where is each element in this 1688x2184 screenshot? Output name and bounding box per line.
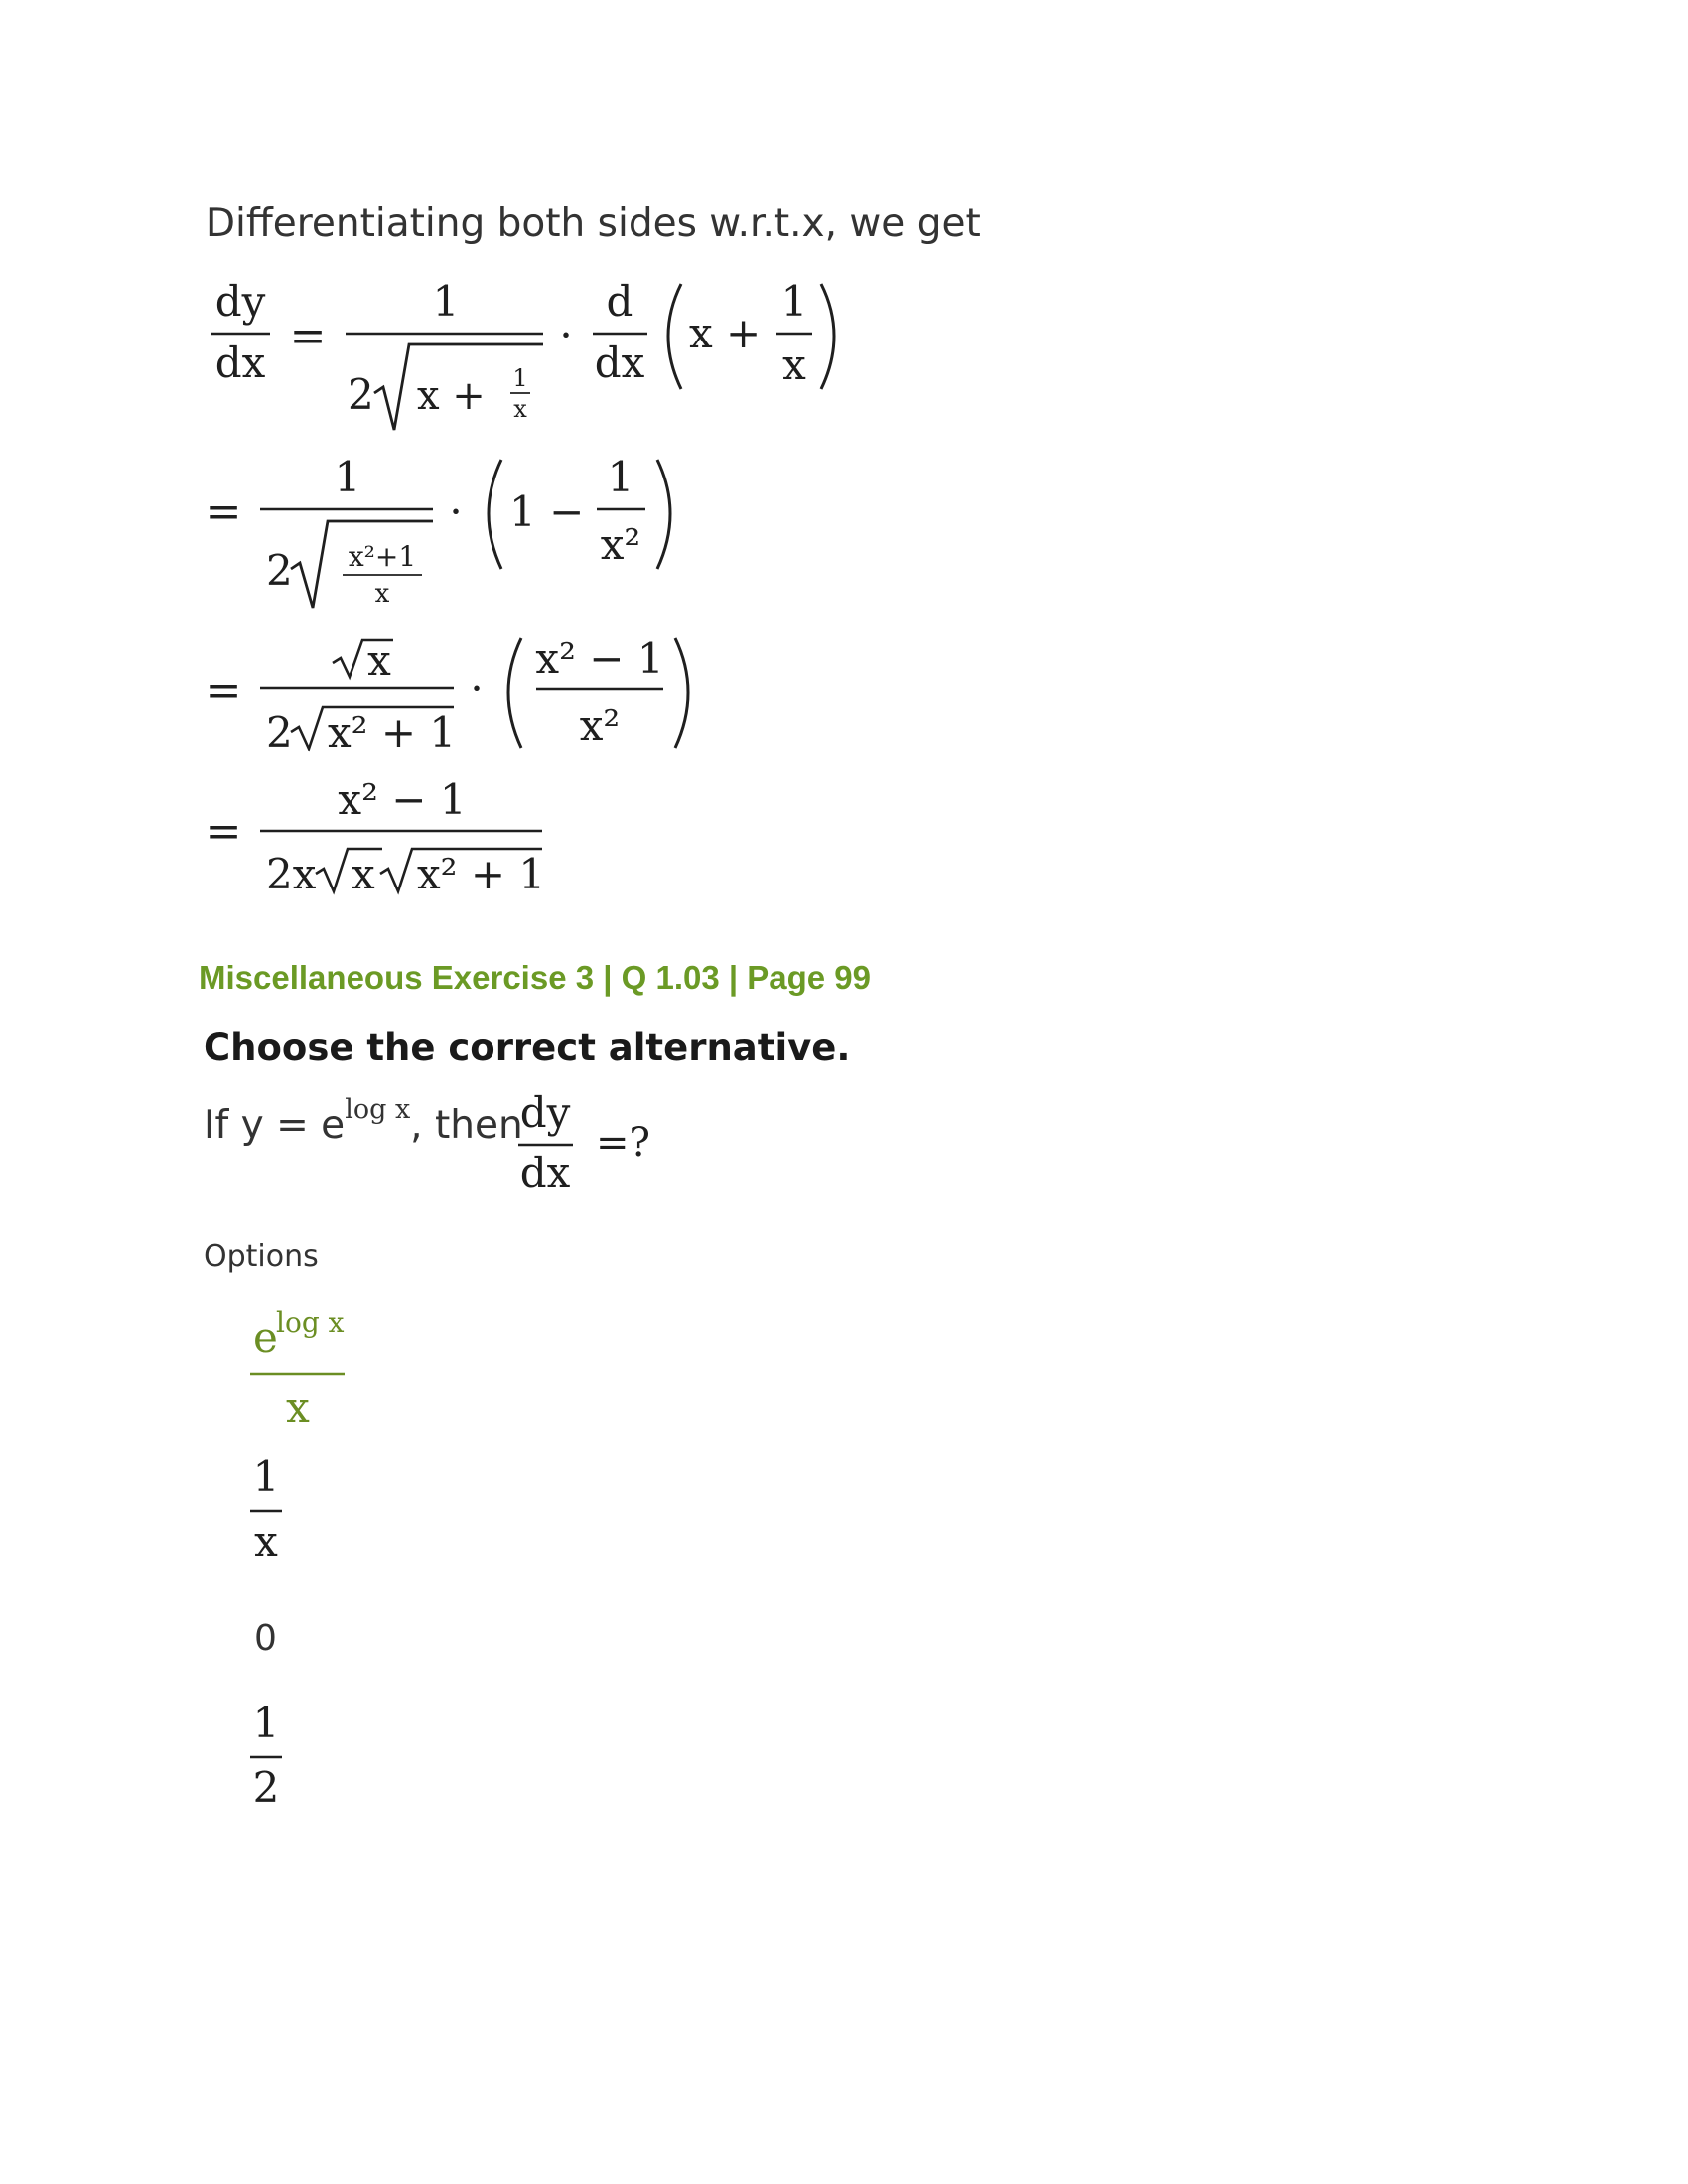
fraction-1-coef: 2 [348,370,374,419]
question-suffix: =? [596,1120,650,1165]
right-paren [821,284,834,389]
fraction-numerator: 1 [334,453,361,501]
right-paren [675,638,688,748]
question-frac-num: dy [519,1088,571,1137]
option-1-den: x [286,1383,310,1432]
multiply-dot: · [470,664,484,713]
left-paren [489,460,501,569]
option-4-num: 1 [252,1699,280,1747]
derivation-line-1 [211,277,834,430]
equals-sign: = [289,311,327,361]
paren-frac-num: 1 [780,277,808,326]
question-middle: , then [410,1103,523,1148]
radicand-term: x + [417,373,486,419]
lhs-denominator: dx [214,339,266,387]
right-paren [657,460,670,569]
intro-text: Differentiating both sides w.r.t.x, we get [206,202,981,246]
multiply-dot: · [449,487,463,536]
option-4-den: 2 [252,1763,280,1812]
derivation-line-2 [206,453,670,609]
derivative-op-num: d [606,277,633,326]
radicand-frac-num: x²+1 [348,540,417,573]
radicand-frac-den: x [513,395,527,423]
radicand-frac-num: 1 [512,364,528,392]
instruction-heading: Choose the correct alternative. [204,1026,851,1069]
multiply-dot: · [559,311,573,359]
derivation-line-3 [206,634,688,756]
left-paren [508,638,521,748]
option-4[interactable] [250,1699,282,1812]
derivative-op-den: dx [594,339,645,387]
option-3-text: 0 [254,1618,277,1659]
option-2-den: x [254,1517,278,1566]
lhs-numerator: dy [214,277,266,326]
fraction-1-numerator: 1 [432,277,460,326]
question-exponent: log x [345,1094,411,1125]
question-dydx [518,1088,650,1197]
option-3[interactable] [254,1618,277,1659]
exercise-header[interactable]: Miscellaneous Exercise 3 | Q 1.03 | Page 99 [199,959,872,996]
question-text [204,1094,523,1148]
radicand-1: x [352,850,375,898]
option-1[interactable] [250,1306,345,1432]
options-label: Options [204,1239,319,1274]
paren-frac-num: x² − 1 [535,634,664,683]
radicand-2: x² + 1 [417,850,546,898]
equals-sign: = [205,806,242,857]
derivation-line-4 [206,775,546,898]
paren-frac-num: 1 [607,453,634,501]
paren-frac-den: x² [579,701,621,750]
equals-sign: = [205,665,242,716]
radicand: x² + 1 [328,708,457,756]
question-frac-den: dx [519,1149,571,1197]
fraction-coef: 2 [266,708,293,756]
fraction-coef: 2 [266,546,293,595]
fraction-numerator: x [367,636,391,685]
radicand-frac-den: x [374,579,390,609]
option-1-base: e [253,1313,278,1362]
option-2[interactable] [250,1452,282,1566]
paren-term: x + [689,309,762,357]
paren-term: 1 − [509,487,585,536]
equals-sign: = [205,486,242,537]
left-paren [668,284,681,389]
option-1-exponent: log x [276,1306,345,1339]
question-prefix: If y = e [204,1103,346,1148]
fraction-numerator: x² − 1 [338,775,467,824]
paren-frac-den: x [782,341,806,389]
paren-frac-den: x² [600,520,641,569]
option-2-num: 1 [252,1452,280,1501]
fraction-coef: 2x [266,850,317,898]
